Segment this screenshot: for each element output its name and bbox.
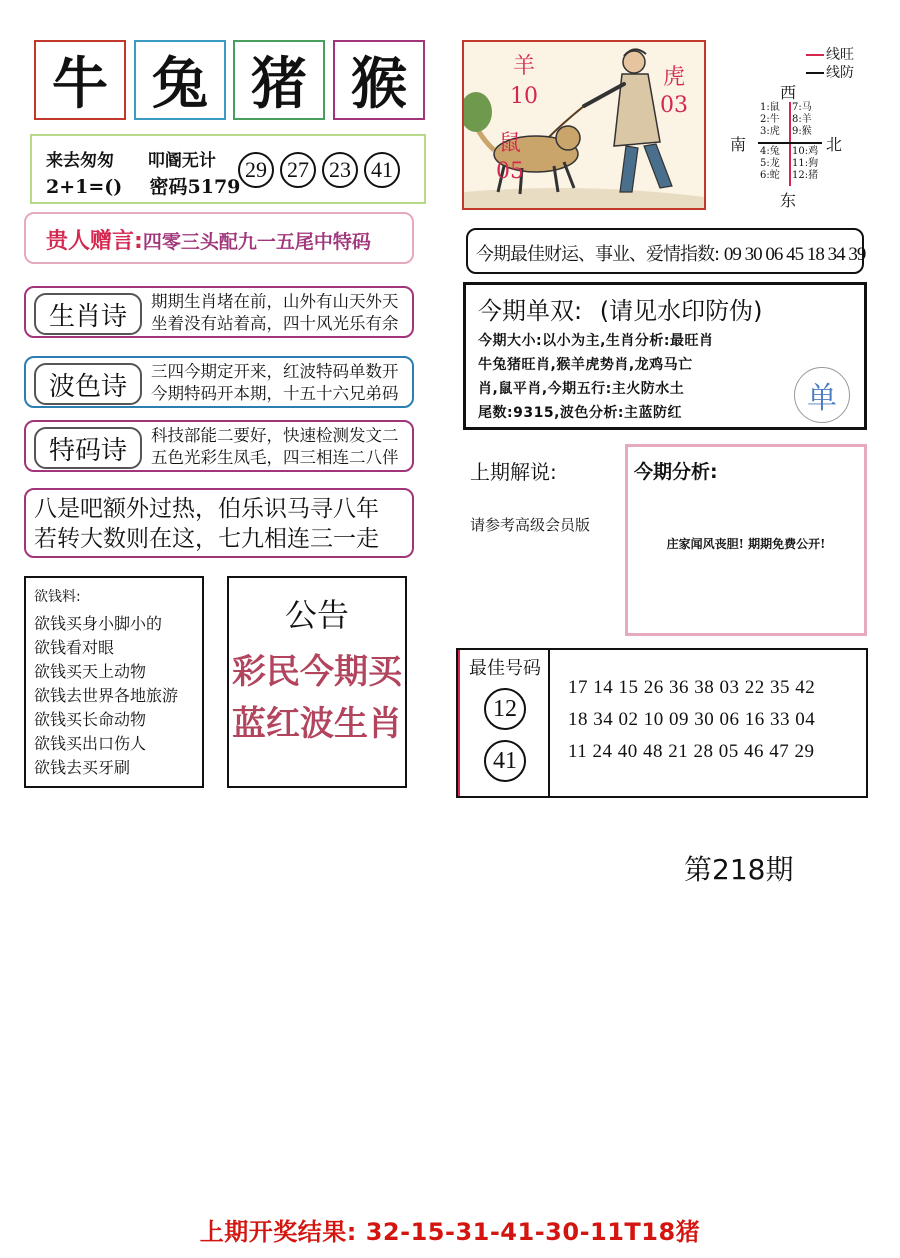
money-riddle-box — [24, 576, 204, 788]
money-riddle-item: 欲钱买天上动物 — [34, 662, 147, 681]
tiger-number: 03 — [660, 93, 688, 118]
compass-cell: 6:蛇 — [760, 170, 780, 181]
legend-red: 线旺 — [826, 47, 854, 63]
zodiac-poem — [24, 286, 414, 338]
best-numbers-row: 11 24 40 48 21 28 05 46 47 29 — [568, 741, 815, 762]
odd-even-line: 肖,鼠平肖,今期五行:主火防水土 — [478, 381, 685, 397]
riddle-number: 23 — [322, 152, 358, 188]
last-draw-result: 上期开奖结果: 32-15-31-41-30-11T18猪 — [199, 1218, 701, 1246]
zodiac-box-3: 猪 — [233, 40, 325, 120]
compass-cell: 3:虎 — [760, 126, 780, 137]
odd-even-note: (请见水印防伪) — [599, 297, 763, 325]
poem-tag: 波色诗 — [34, 363, 142, 405]
compass-cell: 1:鼠 — [760, 102, 780, 113]
riddle-box — [30, 134, 426, 204]
compass-cell: 11:狗 — [792, 158, 819, 169]
money-riddle-item: 欲钱买长命动物 — [34, 710, 147, 729]
compass-cell: 10:鸡 — [792, 146, 819, 157]
poem-tag: 特码诗 — [34, 427, 142, 469]
fortune-index-numbers: 09 30 06 45 18 34 39 — [723, 244, 866, 265]
odd-even-box — [463, 282, 867, 430]
riddle-line2-left: 2+1=() — [46, 176, 123, 198]
gift-words-box — [24, 212, 414, 264]
compass-cell: 2:牛 — [760, 114, 780, 125]
analysis-title: 今期分析: — [634, 461, 718, 483]
rat-number: 05 — [496, 159, 524, 184]
analysis-box — [625, 444, 867, 636]
best-numbers-box — [456, 648, 868, 798]
compass-east: 东 — [780, 191, 797, 210]
gift-words-text: 四零三头配九一五尾中特码 — [142, 231, 371, 253]
best-pick: 41 — [484, 740, 526, 782]
issue-number: 第218期 — [684, 853, 794, 886]
sheep-number: 10 — [510, 84, 538, 109]
tiger-label: 虎 — [662, 65, 685, 90]
compass-cell: 9:猴 — [792, 126, 812, 137]
odd-stamp-badge: 单 — [794, 367, 850, 423]
color-poem — [24, 356, 414, 408]
riddle-number: 41 — [364, 152, 400, 188]
odd-even-line: 牛兔猪旺肖,猴羊虎势肖,龙鸡马亡 — [478, 357, 693, 373]
last-period-title: 上期解说: — [470, 460, 557, 484]
riddle-number: 29 — [238, 152, 274, 188]
poem-line: 今期特码开本期，十五十六兄弟码 — [151, 384, 399, 403]
compass-west: 西 — [780, 83, 797, 102]
poem-line: 科技部能二要好，快速检测发文二 — [151, 426, 399, 445]
money-riddle-item: 欲钱去买牙刷 — [34, 758, 131, 777]
riddle-line1-right: 叩阍无计 — [147, 151, 216, 171]
notice-box — [227, 576, 407, 788]
compass-cell: 12:猪 — [792, 170, 819, 181]
zodiac-box-1: 牛 — [34, 40, 126, 120]
compass-north: 北 — [826, 135, 843, 154]
fortune-index-label: 今期最佳财运、事业、爱情指数: — [476, 244, 720, 265]
riddle-number: 27 — [280, 152, 316, 188]
big-poem-line: 若转大数则在这，七九相连三一走 — [34, 526, 379, 552]
money-riddle-item: 欲钱看对眼 — [34, 638, 115, 657]
best-numbers-row: 17 14 15 26 36 38 03 22 35 42 — [568, 677, 816, 698]
compass-cell: 7:马 — [792, 102, 812, 113]
poem-tag: 生肖诗 — [34, 293, 142, 335]
compass-cell: 8:羊 — [792, 114, 812, 125]
last-period-text: 请参考高级会员版 — [470, 516, 591, 534]
odd-even-line: 今期大小:以小为主,生肖分析:最旺肖 — [478, 333, 714, 349]
big-poem-box — [24, 488, 414, 558]
best-numbers-title: 最佳号码 — [469, 658, 541, 679]
analysis-text: 庄家闻风丧胆! 期期免费公开! — [666, 537, 826, 551]
legend-black: 线防 — [826, 65, 854, 81]
riddle-password: 密码5179 — [149, 176, 241, 198]
fortune-index-box — [466, 228, 864, 274]
legend — [806, 46, 854, 82]
notice-line: 蓝红波生肖 — [232, 704, 402, 744]
notice-title: 公告 — [284, 596, 349, 634]
riddle-line1-left: 来去匆匆 — [46, 151, 114, 171]
poem-line: 五色光彩生凤毛，四三相连二八伴 — [151, 448, 399, 467]
riddle-numbers — [238, 152, 406, 188]
best-numbers-row: 18 34 02 10 09 30 06 16 33 04 — [568, 709, 816, 730]
illustration-panel — [462, 40, 706, 210]
money-riddle-item: 欲钱去世界各地旅游 — [34, 686, 179, 705]
poem-line: 坐着没有站着高，四十风光乐有余 — [151, 314, 399, 333]
big-poem-line: 八是吧额外过热，伯乐识马寻八年 — [34, 496, 379, 522]
compass-south: 南 — [730, 135, 747, 154]
compass-cell: 5:龙 — [760, 158, 780, 169]
zodiac-box-2: 兔 — [134, 40, 226, 120]
direction-compass — [728, 80, 848, 208]
zodiac-box-4: 猴 — [333, 40, 425, 120]
money-riddle-item: 欲钱买身小脚小的 — [34, 614, 163, 633]
poem-line: 期期生肖堵在前，山外有山天外天 — [151, 292, 399, 311]
sheep-label: 羊 — [512, 54, 535, 79]
compass-cell: 4:兔 — [760, 146, 780, 157]
poem-line: 三四今期定开来，红波特码单数开 — [151, 362, 399, 381]
odd-even-title: 今期单双: — [478, 297, 583, 325]
rat-label: 鼠 — [498, 131, 521, 156]
money-riddle-title: 欲钱料: — [34, 589, 81, 605]
gift-words-label: 贵人赠言: — [46, 229, 143, 254]
notice-line: 彩民今期买 — [232, 652, 402, 692]
odd-even-line: 尾数:9315,波色分析:主蓝防红 — [478, 405, 682, 421]
money-riddle-item: 欲钱买出口伤人 — [34, 734, 147, 753]
best-pick: 12 — [484, 688, 526, 730]
special-number-poem — [24, 420, 414, 472]
